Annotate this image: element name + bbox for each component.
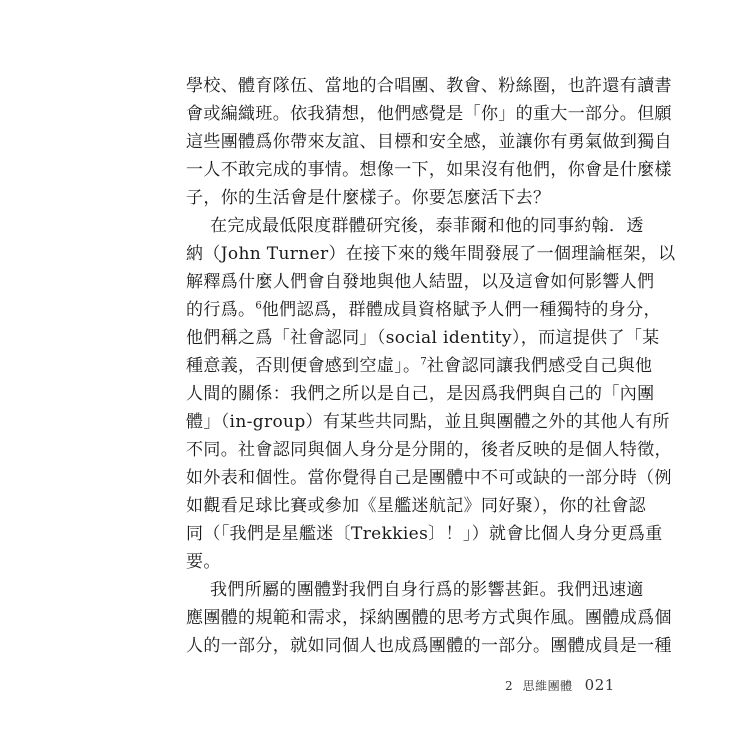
text-line: 納（John Turner）在接下來的幾年間發展了一個理論框架，以 xyxy=(186,244,676,264)
text-line: 人的一部分，就如同個人也成爲團體的一部分。團體成員是一種 xyxy=(186,636,672,656)
text-segment: 社會認同讓我們感受自己與他 xyxy=(426,356,653,376)
text-line: 應團體的規範和需求，採納團體的思考方式與作風。團體成爲個 xyxy=(186,608,672,628)
text-line: 解釋爲什麼人們會自發地與他人結盟，以及這會如何影響人們 xyxy=(186,272,655,292)
text-line: 同（「我們是星艦迷〔Trekkies〕！」）就會比個人身分更爲重 xyxy=(186,524,663,544)
page-number: 021 xyxy=(584,676,615,694)
text-line xyxy=(186,356,653,378)
text-line: 如外表和個性。當你覺得自己是團體中不可或缺的一部分時（例 xyxy=(186,468,672,488)
footnote-marker[interactable]: 7 xyxy=(420,356,427,368)
text-line: 學校、體育隊伍、當地的合唱團、教會、粉絲圈，也許還有讀書 xyxy=(186,76,672,96)
text-line: 人間的關係：我們之所以是自己，是因爲我們與自己的「內團 xyxy=(186,384,655,404)
text-segment: 的行爲。 xyxy=(186,300,256,320)
text-segment: 種意義，否則便會感到空虛」。 xyxy=(186,356,421,376)
text-line: 不同。社會認同與個人身分是分開的，後者反映的是個人特徵， xyxy=(186,440,672,460)
text-line: 子，你的生活會是什麼樣子。你要怎麼活下去？ xyxy=(186,188,551,208)
chapter-title: 思維團體 xyxy=(522,679,573,693)
text-line: 我們所屬的團體對我們自身行爲的影響甚鉅。我們迅速適 xyxy=(210,580,644,600)
text-segment: 他們認爲，群體成員資格賦予人們一種獨特的身分， xyxy=(261,300,661,320)
text-line: 如觀看足球比賽或參加《星艦迷航記》同好聚），你的社會認 xyxy=(186,496,646,516)
text-line: 會或編織班。依我猜想，他們感覺是「你」的重大一部分。但願 xyxy=(186,104,672,124)
footnote-marker[interactable]: 6 xyxy=(255,300,262,312)
text-line: 在完成最低限度群體研究後，泰菲爾和他的同事約翰．透 xyxy=(210,216,644,236)
text-line: 一人不敢完成的事情。想像一下，如果沒有他們，你會是什麼樣 xyxy=(186,160,672,180)
text-line: 要。 xyxy=(186,552,221,572)
chapter-number: 2 xyxy=(505,679,513,693)
text-line xyxy=(186,300,661,322)
text-line: 他們稱之爲「社會認同」（social identity），而這提供了「某 xyxy=(186,328,660,348)
page-footer xyxy=(505,674,615,697)
text-line: 體」（in-group）有某些共同點，並且與團體之外的其他人有所 xyxy=(186,412,670,432)
text-line: 這些團體爲你帶來友誼、目標和安全感，並讓你有勇氣做到獨自 xyxy=(186,132,672,152)
